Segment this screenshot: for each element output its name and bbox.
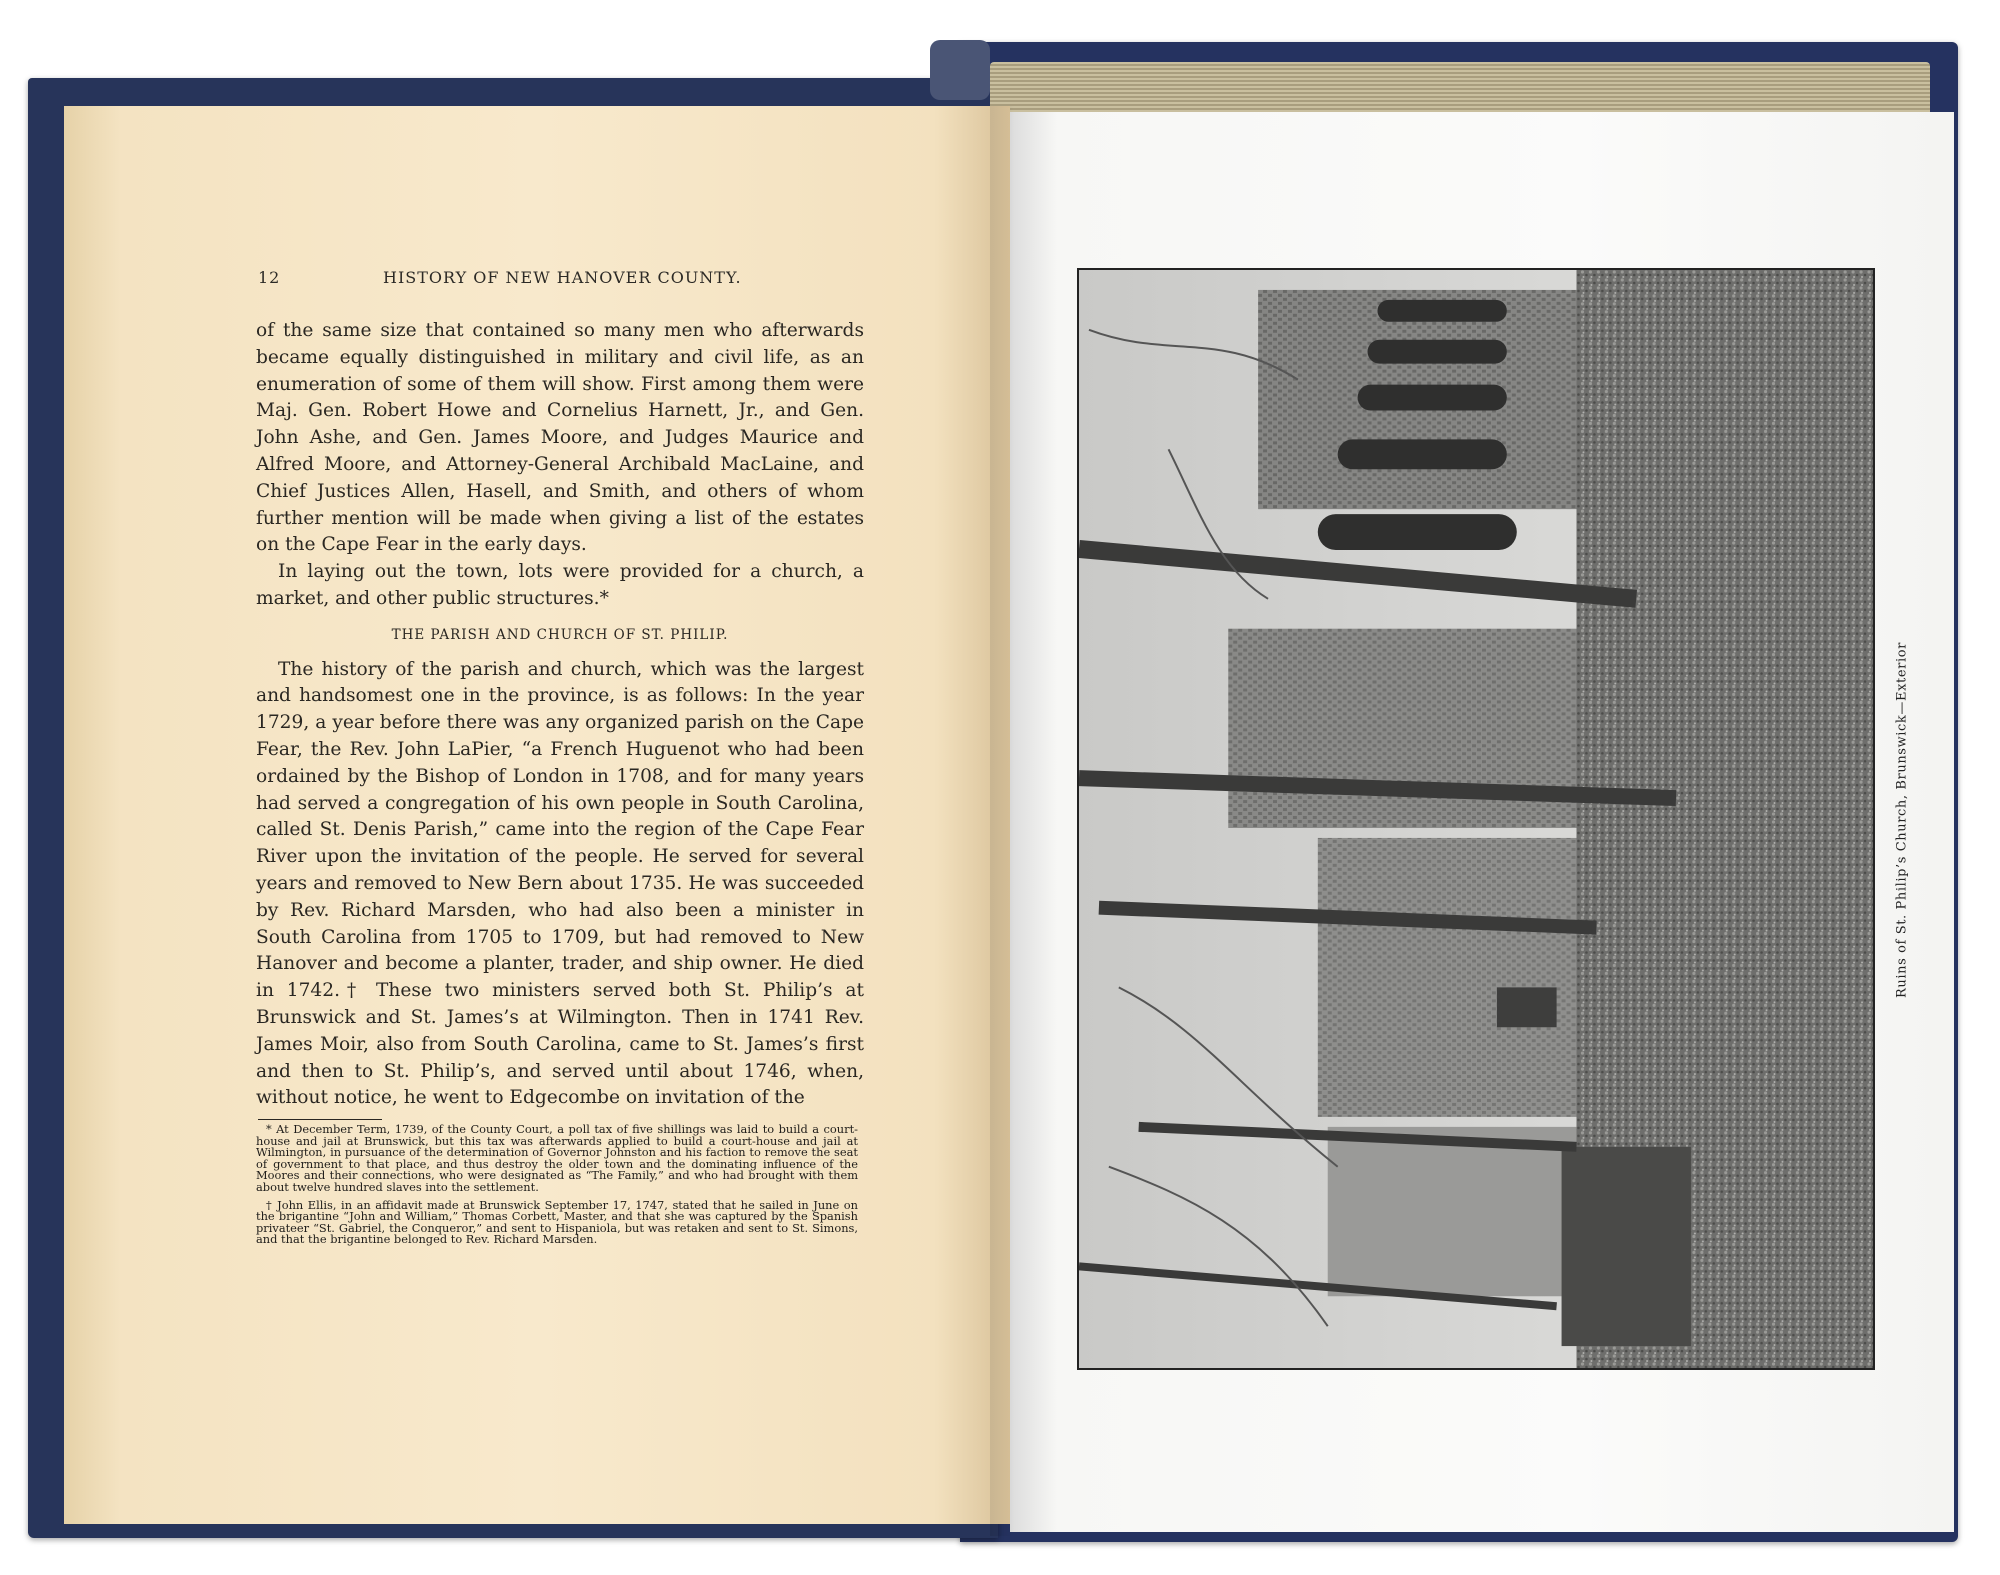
page-number: 12 bbox=[258, 268, 281, 287]
book-gutter bbox=[990, 106, 1030, 1536]
footnote-2: † John Ellis, in an affidavit made at Brunswick September 17, 1747, stated that he sailed in June on the brigantine “John and William,” Thomas Corbett, Master, and that she was captured by the Spanish privateer “St. Gabriel, the Conqueror,” and sent to Hispaniola, but was retaken and sent to St. Simons, and that the brigantine belonged to Rev. Richard Marsden. bbox=[256, 1197, 858, 1247]
body-text bbox=[256, 318, 864, 1112]
running-title: HISTORY OF NEW HANOVER COUNTY. bbox=[383, 268, 742, 287]
footnote-1: * At December Term, 1739, of the County Court, a poll tax of five shillings was laid to build a court-house and jail at Brunswick, but this tax was afterwards applied to build a court-house and jail at Wilmington, in pursuance of the determination of Governor Johnston and his faction to remove the seat of government to that place, and thus destroy the older town and the dominating influence of the Moores and their connections, who were designated as “The Family,” and who had brought with them about twelve hundred slaves into the settlement. bbox=[256, 1122, 858, 1194]
section-heading: THE PARISH AND CHURCH OF ST. PHILIP. bbox=[391, 626, 729, 643]
church-wall-end bbox=[1328, 1127, 1577, 1296]
paragraph-3: The history of the parish and church, which was the largest and handsomest one in the province, is as follows: In the year 1729, a year before there was any organized parish on the Cape Fear, the Rev. John LaPier, “a French Huguenot who had been ordained by the Bishop of London in 1708, and for many years had served a congregation of his own people in South Carolina, called St. Denis Parish,” came into the region of the Cape Fear River upon the invitation of the people. He served for several years and removed to New Bern about 1735. He was succeeded by Rev. Richard Marsden, who had also been a minister in South Carolina from 1705 to 1709, but had removed to New Hanover and become a planter, trader, and ship owner. He died in 1742.† These two ministers served both St. Philip’s at Brunswick and St. James’s at Wilmington. Then in 1741 Rev. James Moir, also from South Carolina, came to St. James’s first and then to St. Philip’s, and served until about 1746, when, without notice, he went to Edgecombe on invitation of the bbox=[256, 658, 864, 1109]
paragraph-2: In laying out the town, lots were provided for a church, a market, and other public structures.* bbox=[256, 561, 864, 609]
footnotes bbox=[256, 1124, 858, 1246]
tomb-slab bbox=[1562, 1147, 1691, 1346]
plate-caption-text: Ruins of St. Philip’s Church, Brunswick—Exterior bbox=[1894, 642, 1910, 998]
church-ruins-photograph bbox=[1077, 268, 1875, 1370]
paragraph-1: of the same size that contained so many men who afterwards became equally distinguished in military and civil life, as an enumeration of some of them will show. First among them were Maj. Gen. Robert Howe and Cornelius Harnett, Jr., and Gen. John Ashe, and Gen. James Moore, and Judges Maurice and Alfred Moore, and Attorney-General Archibald MacLaine, and Chief Justices Allen, Hasell, and Smith, and others of whom further mention will be made when giving a list of the estates on the Cape Fear in the early days. bbox=[256, 320, 864, 556]
book-spine bbox=[930, 40, 990, 100]
church-wall-lower bbox=[1318, 838, 1577, 1117]
church-ruins-illustration bbox=[1079, 270, 1873, 1368]
footnote-rule bbox=[258, 1119, 382, 1120]
doorway bbox=[1497, 987, 1557, 1027]
running-head bbox=[258, 268, 866, 298]
